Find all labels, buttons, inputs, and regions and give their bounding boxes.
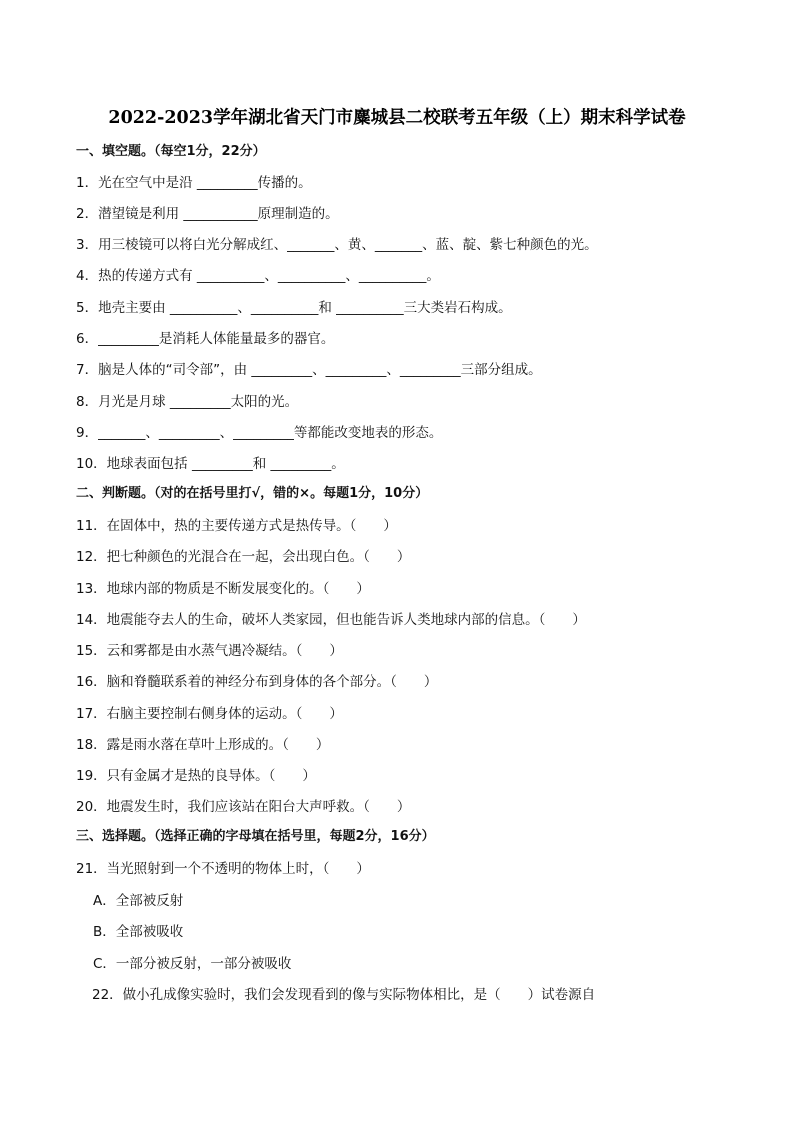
question-12: 12．把七种颜色的光混合在一起，会出现白色。（ ） bbox=[76, 549, 411, 565]
question-21-option-c: C．一部分被反射，一部分被吸收 bbox=[93, 956, 292, 972]
question-2: 2．潜望镜是利用 ___________原理制造的。 bbox=[76, 206, 339, 222]
question-21-option-a: A．全部被反射 bbox=[93, 893, 184, 909]
question-14: 14．地震能夺去人的生命，破坏人类家园，但也能告诉人类地球内部的信息。（ ） bbox=[76, 612, 586, 628]
question-6: 6．_________是消耗人体能量最多的器官。 bbox=[76, 331, 335, 347]
question-3: 3．用三棱镜可以将白光分解成红、_______、黄、_______、蓝、靛、紫七种颜色的光。 bbox=[76, 237, 598, 253]
question-21-option-b: B．全部被吸收 bbox=[93, 924, 184, 940]
question-21: 21．当光照射到一个不透明的物体上时，（ ） bbox=[76, 861, 370, 877]
question-19: 19．只有金属才是热的良导体。（ ） bbox=[76, 768, 316, 784]
question-9: 9．_______、_________、_________等都能改变地表的形态。 bbox=[76, 425, 443, 441]
question-8: 8．月光是月球 _________太阳的光。 bbox=[76, 394, 299, 410]
question-4: 4．热的传递方式有 __________、__________、__________。 bbox=[76, 268, 440, 284]
question-10: 10．地球表面包括 _________和 _________。 bbox=[76, 456, 345, 472]
question-16: 16．脑和脊髓联系着的神经分布到身体的各个部分。（ ） bbox=[76, 674, 438, 690]
question-18: 18．露是雨水落在草叶上形成的。（ ） bbox=[76, 737, 330, 753]
question-1: 1．光在空气中是沿 _________传播的。 bbox=[76, 175, 312, 191]
section-header-multiple-choice: 三、选择题。（选择正确的字母填在括号里，每题2分，16分） bbox=[76, 829, 435, 844]
question-13: 13．地球内部的物质是不断发展变化的。（ ） bbox=[76, 581, 370, 597]
section-header-true-false: 二、判断题。（对的在括号里打√，错的×。每题1分，10分） bbox=[76, 486, 429, 501]
question-20: 20．地震发生时，我们应该站在阳台大声呼救。（ ） bbox=[76, 799, 411, 815]
question-22: 22．做小孔成像实验时，我们会发现看到的像与实际物体相比，是（ ）试卷源自 bbox=[92, 987, 596, 1003]
question-11: 11．在固体中，热的主要传递方式是热传导。（ ） bbox=[76, 518, 397, 534]
page-title: 2022-2023学年湖北省天门市麋城县二校联考五年级（上）期末科学试卷 bbox=[108, 108, 686, 128]
question-17: 17．右脑主要控制右侧身体的运动。（ ） bbox=[76, 706, 343, 722]
question-7: 7．脑是人体的“司令部”，由 _________、_________、_________三部分组成。 bbox=[76, 362, 542, 378]
question-5: 5．地壳主要由 __________、__________和 __________三大类岩石构成。 bbox=[76, 300, 512, 316]
question-15: 15．云和雾都是由水蒸气遇冷凝结。（ ） bbox=[76, 643, 343, 659]
section-header-fill-in: 一、填空题。（每空1分，22分） bbox=[76, 144, 266, 159]
